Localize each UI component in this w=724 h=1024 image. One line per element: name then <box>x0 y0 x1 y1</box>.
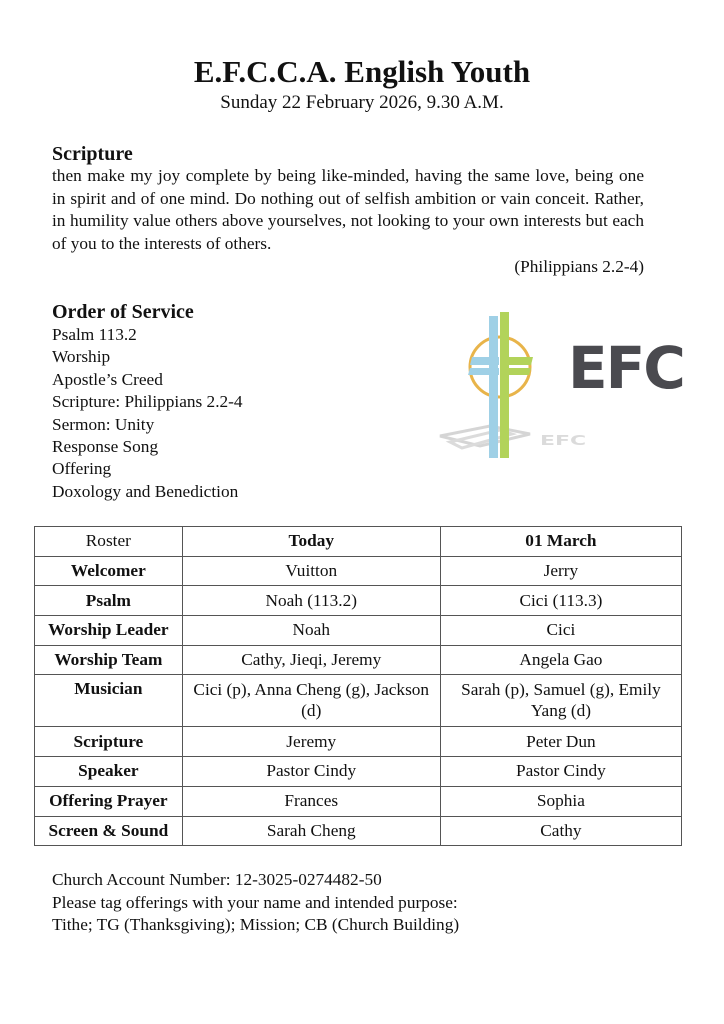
order-of-service-list <box>52 324 243 503</box>
service-date: Sunday 22 February 2026, 9.30 A.M. <box>220 92 504 113</box>
roster-role: Worship Team <box>35 645 183 675</box>
roster-header-row <box>35 527 682 557</box>
table-row <box>35 727 682 757</box>
roster-today: Cici (p), Anna Cheng (g), Jackson (d) <box>182 675 440 727</box>
cross-left-arm-top <box>470 357 499 365</box>
roster-next: Sarah (p), Samuel (g), Emily Yang (d) <box>440 675 681 727</box>
roster-next: Cathy <box>440 816 681 846</box>
scripture-reference: (Philippians 2.2-4) <box>514 257 644 276</box>
offering-instruction: Please tag offerings with your name and intended purpose: <box>52 892 458 912</box>
roster-today: Sarah Cheng <box>182 816 440 846</box>
order-item: Offering <box>52 459 112 479</box>
cross-right-bar <box>500 312 509 458</box>
roster-role: Offering Prayer <box>35 786 183 816</box>
order-of-service-heading: Order of Service <box>52 301 194 323</box>
efc-logo-graphic <box>430 308 690 468</box>
table-row <box>35 675 682 727</box>
roster-today: Cathy, Jieqi, Jeremy <box>182 645 440 675</box>
roster-role: Scripture <box>35 727 183 757</box>
order-item: Worship <box>52 347 111 367</box>
offering-info <box>52 869 459 937</box>
roster-next: Pastor Cindy <box>440 757 681 787</box>
roster-today: Jeremy <box>182 727 440 757</box>
page-title: E.F.C.C.A. English Youth <box>193 54 531 89</box>
order-item: Psalm 113.2 <box>52 325 137 344</box>
roster-header-label: Roster <box>35 527 183 557</box>
table-row <box>35 786 682 816</box>
logo-reflection <box>440 426 586 448</box>
cross-right-arm-bottom <box>500 368 531 375</box>
order-item: Scripture: Philippians 2.2-4 <box>52 392 243 412</box>
order-item: Sermon: Unity <box>52 414 155 434</box>
roster-today: Noah <box>182 616 440 646</box>
roster-today: Noah (113.2) <box>182 586 440 616</box>
roster-next: Angela Gao <box>440 645 681 675</box>
svg-text:EFC: EFC <box>540 433 587 449</box>
scripture-heading: Scripture <box>52 143 133 165</box>
roster-next: Jerry <box>440 556 681 586</box>
roster-table <box>34 526 682 846</box>
roster-role: Musician <box>35 675 183 727</box>
table-row <box>35 645 682 675</box>
table-row <box>35 616 682 646</box>
roster-next: Cici (113.3) <box>440 586 681 616</box>
efc-logo <box>430 308 690 468</box>
order-item: Doxology and Benediction <box>52 481 239 501</box>
cross-right-arm-top <box>500 357 533 365</box>
order-item: Response Song <box>52 437 159 457</box>
table-row <box>35 556 682 586</box>
roster-role: Welcomer <box>35 556 183 586</box>
account-number: Church Account Number: 12-3025-0274482-50 <box>52 870 382 889</box>
logo-wordmark: EFC <box>568 334 684 402</box>
table-row <box>35 586 682 616</box>
scripture-text: then make my joy complete by being like-minded, having the same love, being one in spirit and of one mind. Do nothing out of selfish ambition or vain conceit. Rather, in humility value others above yourselves, not looking to your own interests but each of you to the interests of others. <box>52 166 644 253</box>
roster-header-today: Today <box>182 527 440 557</box>
roster-role: Psalm <box>35 586 183 616</box>
roster-today: Frances <box>182 786 440 816</box>
roster-today: Pastor Cindy <box>182 757 440 787</box>
roster-header-next: 01 March <box>440 527 681 557</box>
roster-today: Vuitton <box>182 556 440 586</box>
roster-next: Sophia <box>440 786 681 816</box>
offering-purposes: Tithe; TG (Thanksgiving); Mission; CB (Church Building) <box>52 915 460 934</box>
cross-left-arm-bottom <box>468 368 499 375</box>
roster-next: Peter Dun <box>440 727 681 757</box>
order-item: Apostle’s Creed <box>52 369 163 389</box>
roster-next: Cici <box>440 616 681 646</box>
roster-role: Screen & Sound <box>35 816 183 846</box>
table-row <box>35 816 682 846</box>
cross-left-bar <box>489 316 498 458</box>
table-row <box>35 757 682 787</box>
roster-role: Speaker <box>35 757 183 787</box>
roster-role: Worship Leader <box>35 616 183 646</box>
